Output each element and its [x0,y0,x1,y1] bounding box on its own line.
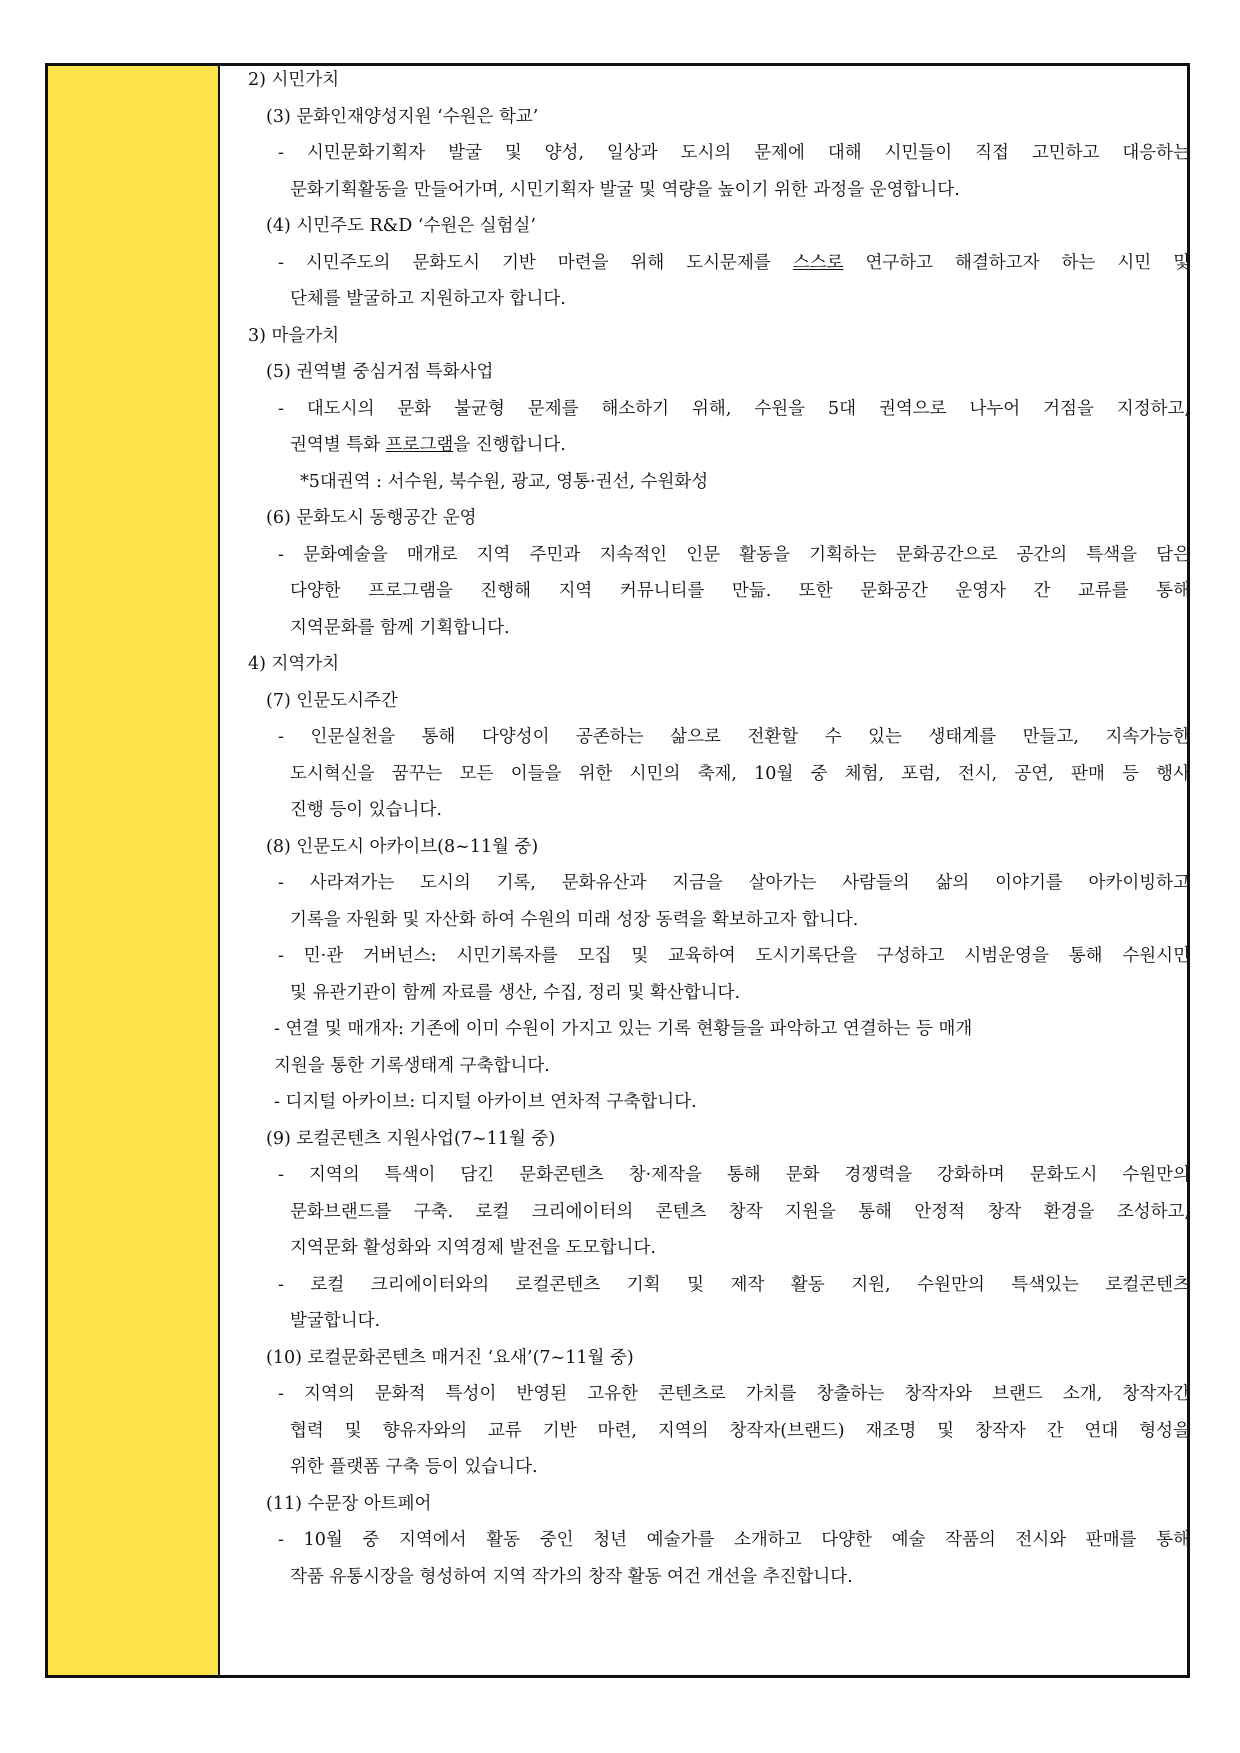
bullet-line: - 인문실천을 통해 다양성이 공존하는 삶으로 전환할 수 있는 생태계를 만들고, 지속가능한 [278,727,1190,747]
bullet-continuation: 협력 및 향유자와의 교류 기반 마련, 지역의 창작자(브랜드) 재조명 및 창작자 간 연대 형성을 [290,1421,1190,1441]
bullet-continuation: 단체를 발굴하고 지원하고자 합니다. [290,289,566,309]
bullet-continuation: 지원을 통한 기록생태계 구축합니다. [274,1056,550,1076]
bullet-continuation: 다양한 프로그램을 진행해 지역 커뮤니티를 만듦. 또한 문화공간 운영자 간 교류를 통해 [290,581,1190,601]
section-heading: 3) 마을가치 [248,326,340,346]
footnote-line: *5대권역 : 서수원, 북수원, 광교, 영통·권선, 수원화성 [300,472,709,492]
bullet-continuation: 권역별 특화 프로그램을 진행합니다. [290,435,566,455]
bullet-line: - 디지털 아카이브: 디지털 아카이브 연차적 구축합니다. [274,1092,697,1112]
bullet-line: - 민·관 거버넌스: 시민기록자를 모집 및 교육하여 도시기록단을 구성하고 시범운영을 통해 수원시민 [278,946,1190,966]
section-heading: 2) 시민가치 [248,70,340,90]
bullet-continuation: 기록을 자원화 및 자산화 하여 수원의 미래 성장 동력을 확보하고자 합니다. [290,910,859,930]
bullet-continuation: 문화기획활동을 만들어가며, 시민기획자 발굴 및 역량을 높이기 위한 과정을 운영합니다. [290,180,960,200]
bullet-continuation: 진행 등이 있습니다. [290,800,442,820]
item-heading: (6) 문화도시 동행공간 운영 [266,508,477,528]
bullet-continuation: 지역문화 활성화와 지역경제 발전을 도모합니다. [290,1238,656,1258]
document-body [220,66,1191,1675]
document-frame [45,63,1190,1678]
item-heading: (7) 인문도시주간 [266,691,398,711]
section-heading: 4) 지역가치 [248,654,340,674]
bullet-line: - 지역의 문화적 특성이 반영된 고유한 콘텐츠로 가치를 창출하는 창작자와 브랜드 소개, 창작자간 [278,1384,1190,1404]
bullet-line: - 연결 및 매개자: 기존에 이미 수원이 가지고 있는 기록 현황들을 파악하고 연결하는 등 매개 [274,1019,973,1039]
bullet-line: - 시민주도의 문화도시 기반 마련을 위해 도시문제를 스스로 연구하고 해결하고자 하는 시민 및 [278,253,1191,273]
bullet-continuation: 위한 플랫폼 구축 등이 있습니다. [290,1457,538,1477]
bullet-line: - 지역의 특색이 담긴 문화콘텐츠 창·제작을 통해 문화 경쟁력을 강화하며 문화도시 수원만의 [278,1165,1190,1185]
bullet-line: - 대도시의 문화 불균형 문제를 해소하기 위해, 수원을 5대 권역으로 나누어 거점을 지정하고, [278,399,1190,419]
bullet-continuation: 문화브랜드를 구축. 로컬 크리에이터의 콘텐츠 창작 지원을 통해 안정적 창작 환경을 조성하고, [290,1202,1190,1222]
item-heading: (3) 문화인재양성지원 ‘수원은 학교’ [266,107,539,127]
bullet-line: - 시민문화기획자 발굴 및 양성, 일상과 도시의 문제에 대해 시민들이 직접 고민하고 대응하는 [278,143,1190,163]
bullet-continuation: 지역문화를 함께 기획합니다. [290,618,510,638]
item-heading: (9) 로컬콘텐츠 지원사업(7~11월 중) [266,1129,556,1149]
item-heading: (11) 수문장 아트페어 [266,1494,432,1514]
bullet-line: - 10월 중 지역에서 활동 중인 청년 예술가를 소개하고 다양한 예술 작품의 전시와 판매를 통해 [278,1530,1190,1550]
bullet-line: - 로컬 크리에이터와의 로컬콘텐츠 기획 및 제작 활동 지원, 수원만의 특색있는 로컬콘텐츠 [278,1275,1190,1295]
bullet-line: - 사라져가는 도시의 기록, 문화유산과 지금을 살아가는 사람들의 삶의 이야기를 아카이빙하고 [278,873,1190,893]
bullet-line: - 문화예술을 매개로 지역 주민과 지속적인 인문 활동을 기획하는 문화공간으로 공간의 특색을 담은 [278,545,1190,565]
yellow-side-column [48,66,220,1675]
bullet-continuation: 발굴합니다. [290,1311,381,1331]
bullet-continuation: 및 유관기관이 함께 자료를 생산, 수집, 정리 및 확산합니다. [290,983,741,1003]
item-heading: (8) 인문도시 아카이브(8~11월 중) [266,837,539,857]
bullet-continuation: 도시혁신을 꿈꾸는 모든 이들을 위한 시민의 축제, 10월 중 체험, 포럼, 전시, 공연, 판매 등 행사 [290,764,1190,784]
bullet-continuation: 작품 유통시장을 형성하여 지역 작가의 창작 활동 여건 개선을 추진합니다. [290,1567,853,1587]
item-heading: (4) 시민주도 R&D ‘수원은 실험실’ [266,216,536,236]
item-heading: (5) 권역별 중심거점 특화사업 [266,362,494,382]
item-heading: (10) 로컬문화콘텐츠 매거진 ‘요새’(7~11월 중) [266,1348,634,1368]
